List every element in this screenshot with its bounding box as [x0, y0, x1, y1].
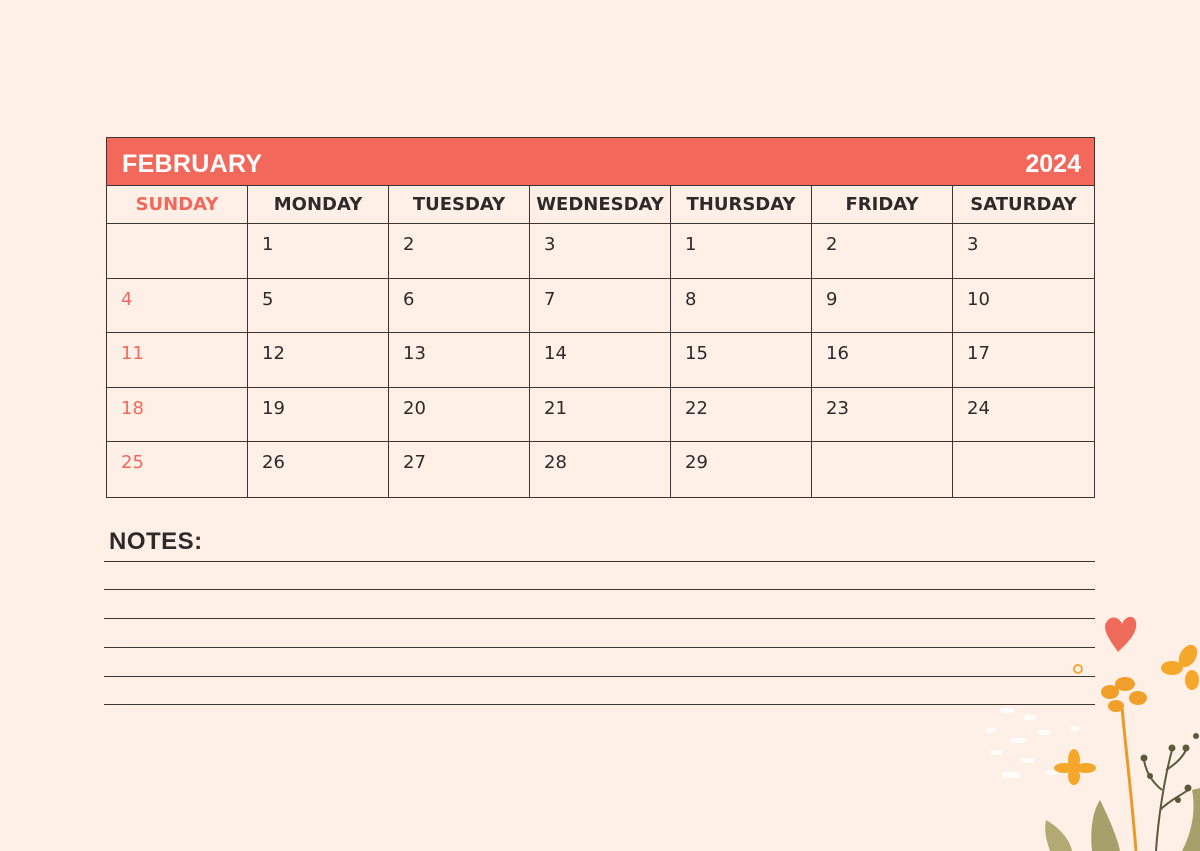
note-line[interactable] [104, 704, 1095, 705]
note-line[interactable] [104, 676, 1095, 677]
day-number: 14 [544, 343, 567, 364]
day-cell[interactable] [248, 224, 389, 279]
day-cell[interactable] [953, 224, 1094, 279]
day-number: 21 [544, 397, 567, 419]
weekday-tuesday: TUESDAY [389, 186, 530, 224]
day-number: 22 [685, 397, 708, 419]
day-cell[interactable] [389, 224, 530, 279]
day-number: 2 [403, 234, 415, 255]
day-number: 7 [544, 288, 556, 310]
day-number: 11 [121, 343, 144, 364]
day-number: 28 [544, 452, 567, 473]
weekday-header-row [107, 186, 1094, 224]
note-line[interactable] [104, 589, 1095, 590]
notes-title: NOTES: [109, 528, 203, 555]
day-number: 26 [262, 452, 285, 473]
day-cell[interactable] [248, 442, 389, 497]
day-cell[interactable] [953, 333, 1094, 388]
day-number: 25 [121, 452, 144, 473]
flower-icon [1101, 677, 1147, 712]
day-number: 16 [826, 343, 849, 364]
flower-icon [1054, 749, 1096, 785]
day-number: 6 [403, 288, 415, 310]
day-cell[interactable] [953, 442, 1094, 497]
day-cell[interactable] [953, 279, 1094, 334]
day-cell[interactable] [107, 279, 248, 334]
day-cell[interactable] [953, 388, 1094, 443]
day-cell[interactable] [248, 388, 389, 443]
day-cell[interactable] [389, 279, 530, 334]
day-cell[interactable] [671, 279, 812, 334]
day-number: 13 [403, 343, 426, 364]
leaf-icon [1182, 788, 1200, 851]
day-cell[interactable] [107, 442, 248, 497]
flower-icon [1161, 642, 1200, 690]
leaf-icon [1045, 820, 1072, 851]
floral-decoration [960, 600, 1200, 851]
day-cell[interactable] [248, 333, 389, 388]
day-cell[interactable] [389, 388, 530, 443]
note-line[interactable] [104, 647, 1095, 648]
day-number: 3 [967, 234, 979, 255]
day-cell[interactable] [812, 333, 953, 388]
day-cell[interactable] [671, 224, 812, 279]
day-cell[interactable] [812, 442, 953, 497]
day-number: 24 [967, 397, 990, 419]
weekday-saturday: SATURDAY [953, 186, 1094, 224]
leaf-icon [1091, 800, 1120, 851]
day-number: 12 [262, 343, 285, 364]
day-number: 8 [685, 288, 697, 310]
weekday-monday: MONDAY [248, 186, 389, 224]
day-cell[interactable] [812, 279, 953, 334]
day-number: 1 [685, 234, 697, 255]
day-cell[interactable] [389, 442, 530, 497]
day-number: 27 [403, 452, 426, 473]
day-number: 29 [685, 452, 708, 473]
weekday-thursday: THURSDAY [671, 186, 812, 224]
day-cell[interactable] [107, 333, 248, 388]
day-cell[interactable] [812, 224, 953, 279]
day-number: 2 [826, 234, 838, 255]
day-cell[interactable] [671, 442, 812, 497]
month-title: FEBRUARY [122, 150, 263, 178]
day-cell[interactable] [530, 388, 671, 443]
day-cell[interactable] [530, 442, 671, 497]
day-cell[interactable] [107, 224, 248, 279]
weekday-friday: FRIDAY [812, 186, 953, 224]
day-number: 1 [262, 234, 274, 255]
note-line[interactable] [104, 618, 1095, 619]
day-grid [107, 224, 1094, 497]
calendar [106, 137, 1095, 498]
day-cell[interactable] [107, 388, 248, 443]
day-number: 5 [262, 288, 274, 310]
day-cell[interactable] [671, 333, 812, 388]
day-number: 19 [262, 397, 285, 419]
day-cell[interactable] [530, 333, 671, 388]
day-number: 17 [967, 343, 990, 364]
day-cell[interactable] [530, 279, 671, 334]
weekday-wednesday: WEDNESDAY [530, 186, 671, 224]
note-line[interactable] [104, 561, 1095, 562]
day-number: 15 [685, 343, 708, 364]
stem [1122, 708, 1136, 851]
day-cell[interactable] [389, 333, 530, 388]
day-number: 18 [121, 397, 144, 419]
day-number: 4 [121, 288, 133, 310]
day-number: 9 [826, 288, 838, 310]
heart-icon [1105, 617, 1136, 652]
day-cell[interactable] [671, 388, 812, 443]
day-cell[interactable] [530, 224, 671, 279]
day-cell[interactable] [248, 279, 389, 334]
day-number: 23 [826, 397, 849, 419]
berry-branch [1144, 750, 1188, 851]
weekday-sunday: SUNDAY [107, 186, 248, 224]
day-cell[interactable] [812, 388, 953, 443]
day-number: 3 [544, 234, 556, 255]
ring-icon [1074, 665, 1082, 673]
day-number: 10 [967, 288, 990, 310]
calendar-header [107, 138, 1094, 186]
day-number: 20 [403, 397, 426, 419]
year-title: 2024 [1025, 150, 1081, 178]
